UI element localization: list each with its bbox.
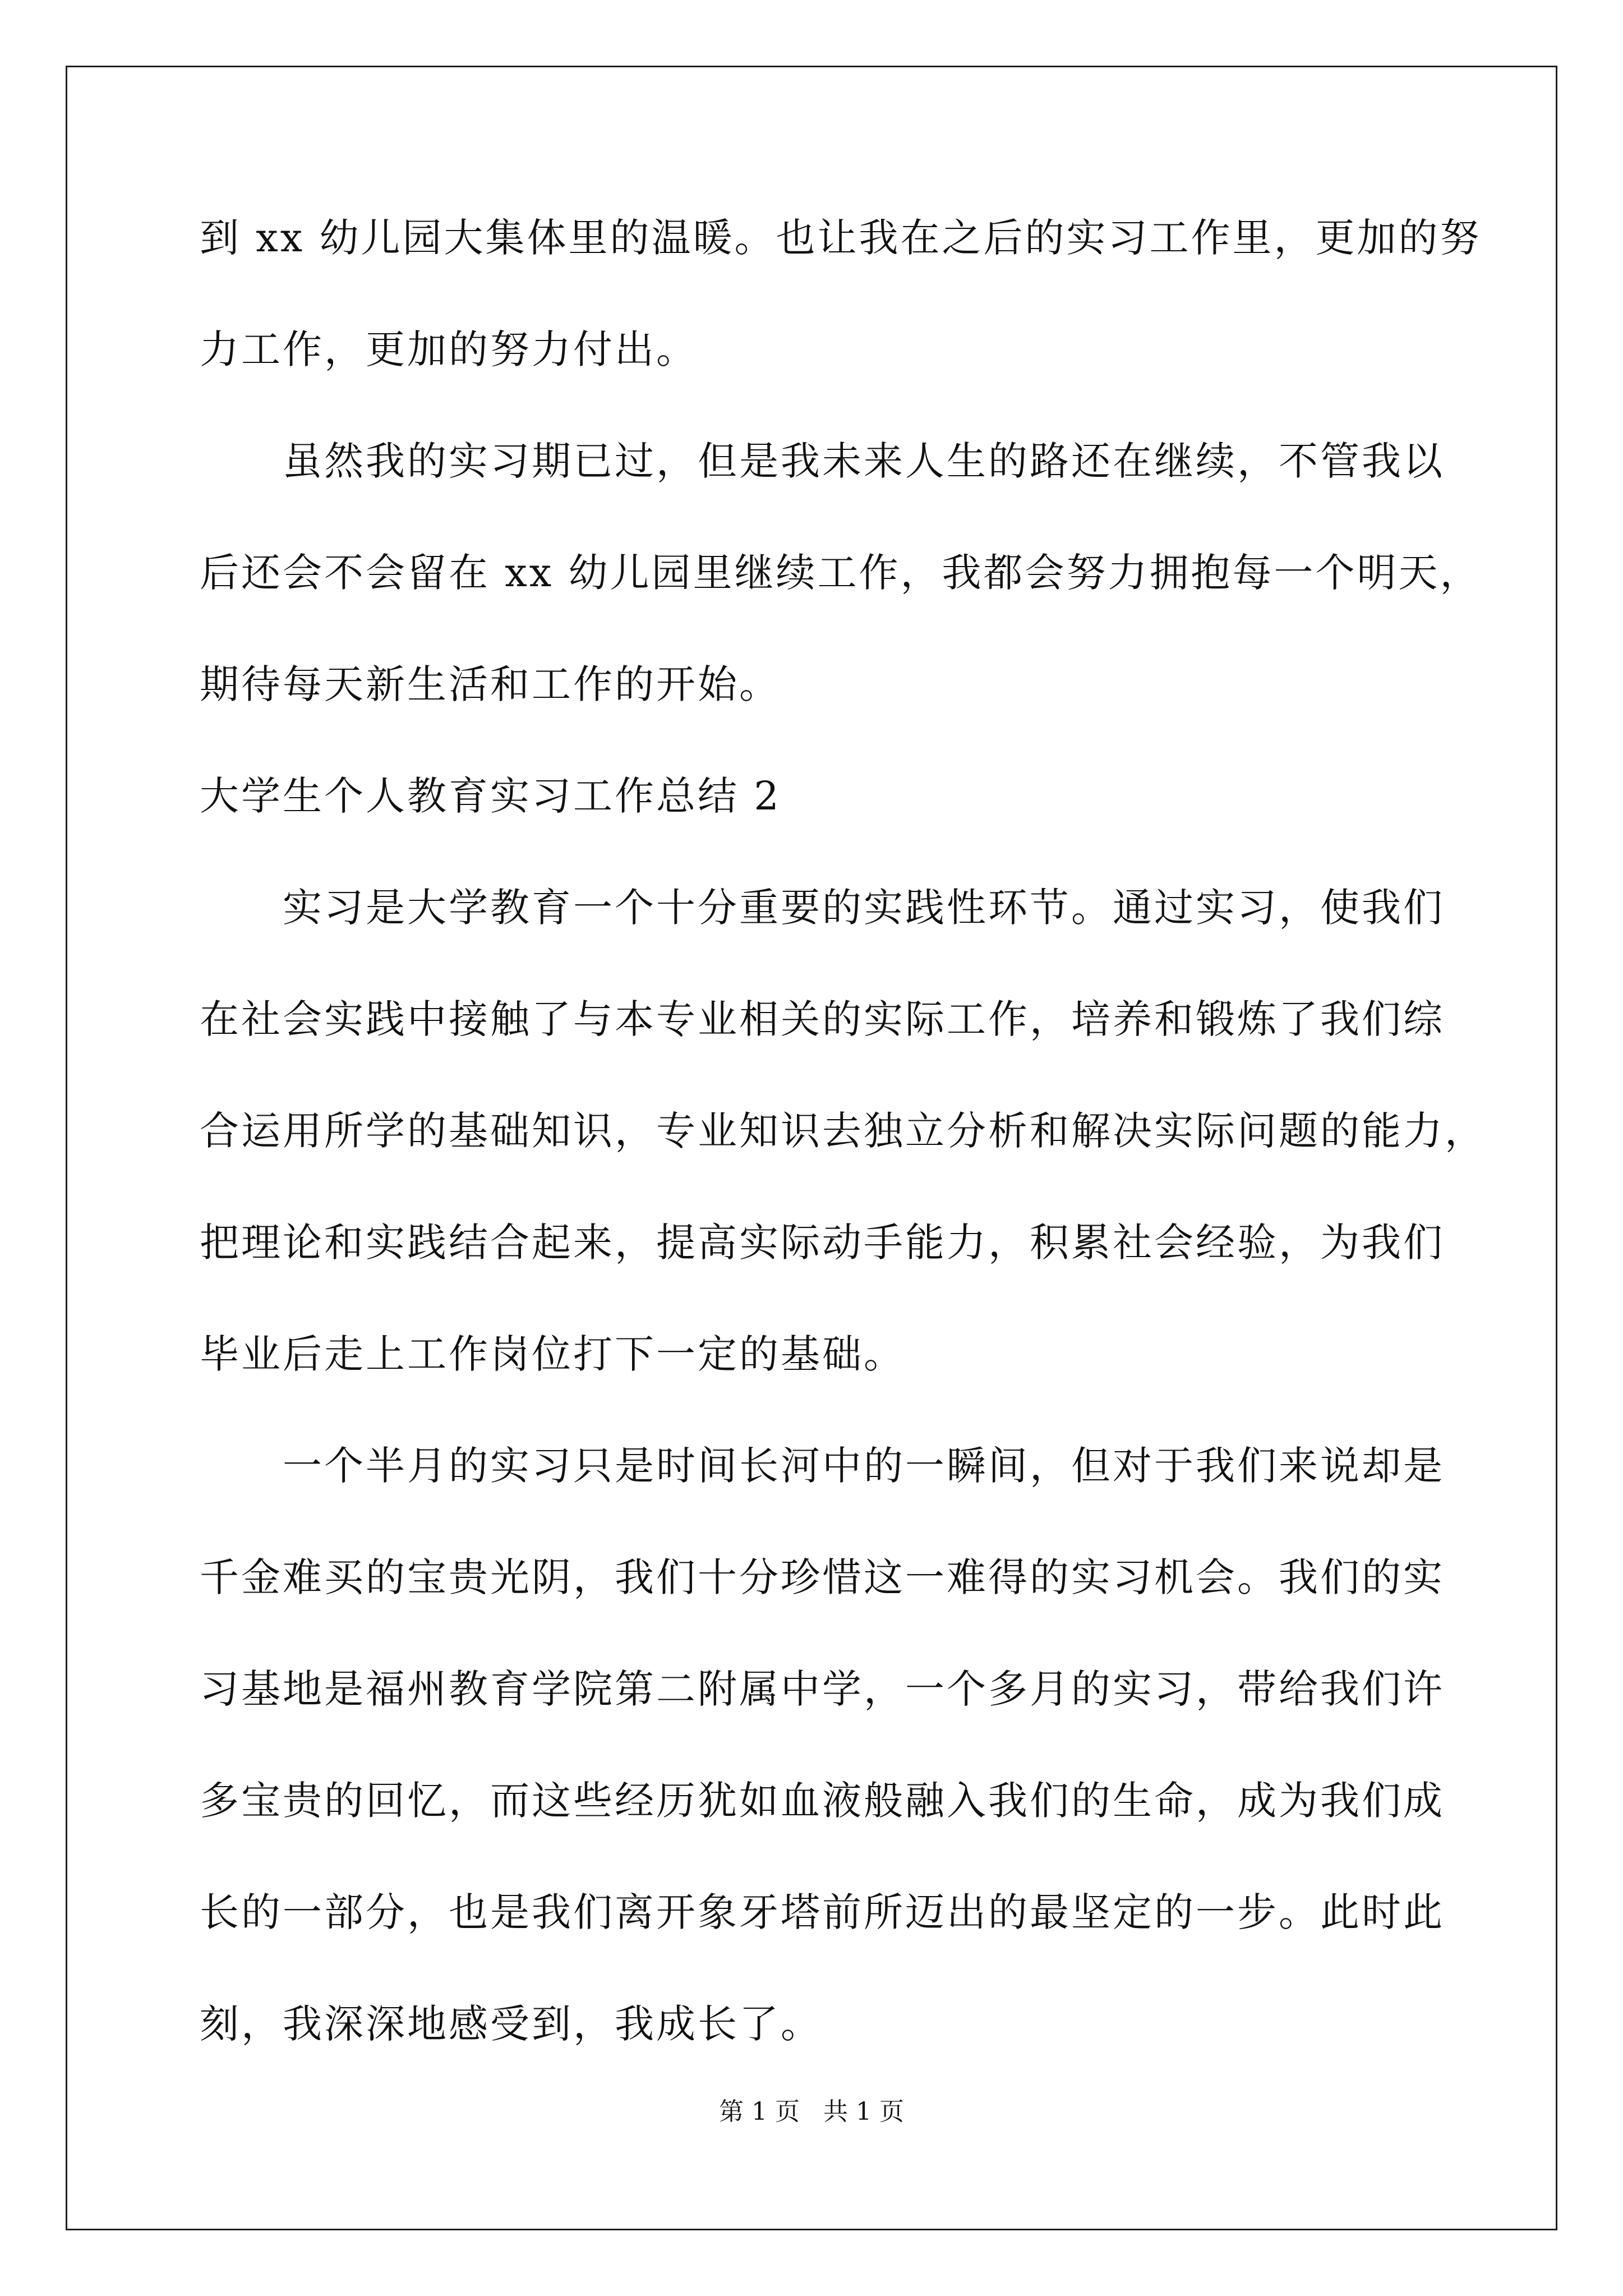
- paragraph-line: 在社会实践中接触了与本专业相关的实际工作，培养和锻炼了我们综: [200, 996, 1445, 1042]
- document-body: [200, 212, 1486, 2110]
- paragraph-line: 力工作，更加的努力付出。: [200, 326, 698, 372]
- section-heading: 大学生个人教育实习工作总结 2: [200, 773, 781, 819]
- paragraph-line: 到 xx 幼儿园大集体里的温暖。也让我在之后的实习工作里，更加的努: [200, 215, 1482, 261]
- paragraph-line: 合运用所学的基础知识，专业知识去独立分析和解决实际问题的能力，: [200, 1108, 1486, 1154]
- paragraph-line: 虽然我的实习期已过，但是我未来人生的路还在继续，不管我以: [283, 438, 1445, 484]
- paragraph-line: 期待每天新生活和工作的开始。: [200, 661, 781, 707]
- paragraph-line: 后还会不会留在 xx 幼儿园里继续工作，我都会努力拥抱每一个明天，: [200, 550, 1482, 596]
- paragraph-line: 千金难买的宝贵光阴，我们十分珍惜这一难得的实习机会。我们的实: [200, 1554, 1445, 1600]
- paragraph-line: 刻，我深深地感受到，我成长了。: [200, 2001, 822, 2047]
- paragraph-line: 长的一部分，也是我们离开象牙塔前所迈出的最坚定的一步。此时此: [200, 1889, 1445, 1935]
- paragraph-line: 多宝贵的回忆，而这些经历犹如血液般融入我们的生命，成为我们成: [200, 1778, 1445, 1824]
- page-number-footer: 第 1 页 共 1 页: [719, 2097, 904, 2126]
- paragraph-line: 毕业后走上工作岗位打下一定的基础。: [200, 1331, 905, 1377]
- paragraph-line: 习基地是福州教育学院第二附属中学，一个多月的实习，带给我们许: [200, 1666, 1445, 1712]
- paragraph-line: 实习是大学教育一个十分重要的实践性环节。通过实习，使我们: [283, 885, 1445, 931]
- paragraph-line: 一个半月的实习只是时间长河中的一瞬间，但对于我们来说却是: [283, 1443, 1445, 1489]
- paragraph-line: 把理论和实践结合起来，提高实际动手能力，积累社会经验，为我们: [200, 1220, 1445, 1266]
